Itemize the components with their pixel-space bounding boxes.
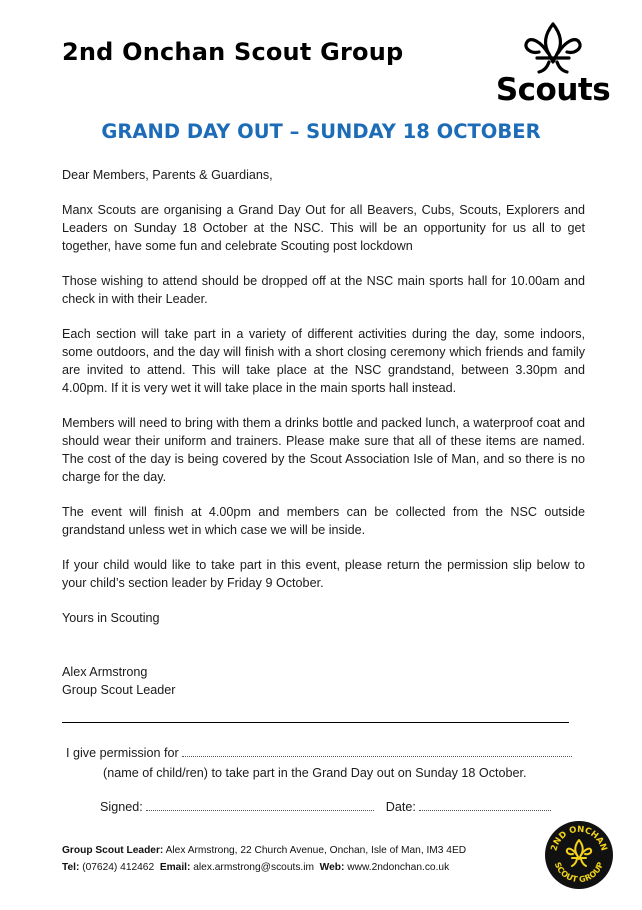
footer-address-line xyxy=(62,842,466,859)
child-name-field[interactable] xyxy=(182,746,572,757)
badge-top-text: 2ND ONCHAN xyxy=(549,824,609,853)
footer-contact xyxy=(62,842,466,876)
permission-line xyxy=(66,746,572,760)
date-label: Date: xyxy=(385,800,416,814)
footer-contact-line xyxy=(62,859,466,876)
paragraph: Those wishing to attend should be dropped off at the NSC main sports hall for 10.00am and check in with their Leader. xyxy=(62,274,585,306)
letter-body xyxy=(62,166,585,699)
email-label: Email: xyxy=(159,862,191,873)
scouts-logo xyxy=(493,20,613,110)
permission-text: (name of child/ren) to take part in the Grand Day out on Sunday 18 October. xyxy=(103,766,527,780)
leader-value: Alex Armstrong, 22 Church Avenue, Onchan, Isle of Man, IM3 4ED xyxy=(165,845,467,856)
date-field[interactable] xyxy=(419,800,551,811)
paragraph: The event will finish at 4.00pm and members can be collected from the NSC outside grandstand unless wet in which case we will be inside. xyxy=(62,505,585,537)
leader-label: Group Scout Leader: xyxy=(62,845,164,856)
closing: Yours in Scouting xyxy=(62,611,160,625)
permission-label: I give permission for xyxy=(66,746,179,760)
tel-value: (07624) 412462 xyxy=(82,862,155,873)
signatory-name: Alex Armstrong xyxy=(62,665,148,679)
cut-line xyxy=(62,722,569,723)
paragraph: Each section will take part in a variety of different activities during the day, some indoors, some outdoors, and the day will finish with a short closing ceremony which friends and family are invited to attend. This will take place at the NSC grandstand, between 3.30pm and 4.00pm. If it is very wet it will take place in the main sports hall instead. xyxy=(62,327,585,395)
scout-group-badge-icon xyxy=(544,820,614,890)
org-title: 2nd Onchan Scout Group xyxy=(62,38,404,66)
web-link[interactable]: www.2ndonchan.co.uk xyxy=(347,862,450,873)
web-label: Web: xyxy=(319,862,345,873)
paragraph: Members will need to bring with them a drinks bottle and packed lunch, a waterproof coat and should wear their uniform and trainers. Please make sure that all of these items are named. The cost of the day is being covered by the Scout Association Isle of Man, and so there is no charge for the day. xyxy=(62,416,585,484)
paragraph: If your child would like to take part in this event, please return the permission slip below to your child’s section leader by Friday 9 October. xyxy=(62,558,585,590)
paragraph: Manx Scouts are organising a Grand Day Out for all Beavers, Cubs, Scouts, Explorers and Leaders on Sunday 18 October at the NSC. This will be an opportunity for us all to get together, have some fun and celebrate Scouting post lockdown xyxy=(62,203,585,253)
signature-field[interactable] xyxy=(146,800,374,811)
signature-line xyxy=(100,800,551,814)
signatory-role: Group Scout Leader xyxy=(62,683,176,697)
badge-bottom-text: SCOUT GROUP xyxy=(552,860,606,885)
event-title: GRAND DAY OUT – SUNDAY 18 OCTOBER xyxy=(101,120,541,143)
fleur-de-lis-icon xyxy=(493,20,613,75)
email-link[interactable]: alex.armstrong@scouts.im xyxy=(193,862,314,873)
signature-block xyxy=(62,663,585,699)
scouts-wordmark: Scouts xyxy=(495,72,611,108)
greeting: Dear Members, Parents & Guardians, xyxy=(62,168,273,182)
signed-label: Signed: xyxy=(100,800,143,814)
tel-label: Tel: xyxy=(62,862,80,873)
